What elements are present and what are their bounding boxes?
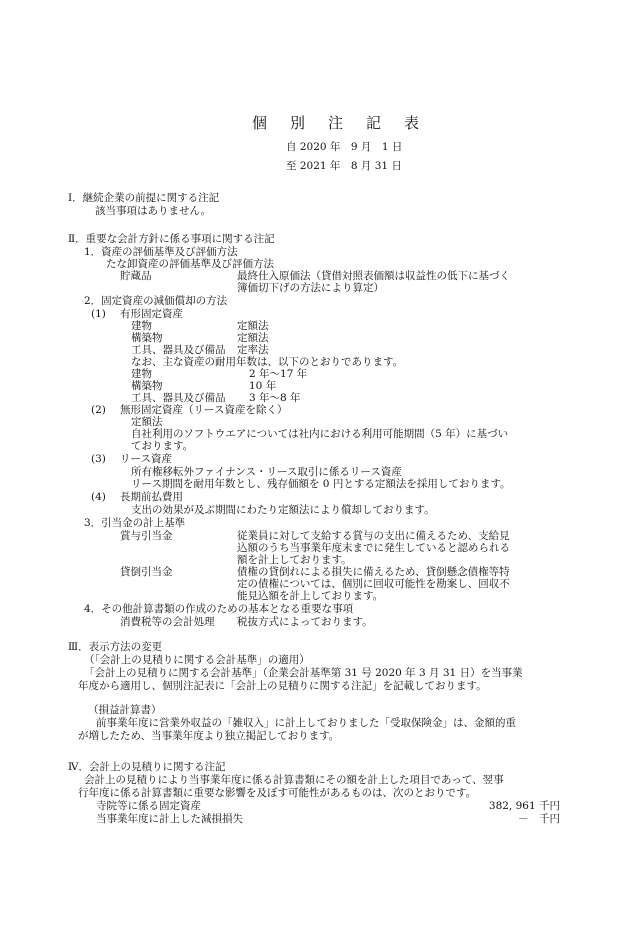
asset-building: 建物: [131, 320, 152, 332]
section-2-sub3: 3．引当金の計上基準: [84, 517, 186, 529]
section-2-sub1a: たな卸資産の評価基準及び評価方法: [106, 258, 274, 270]
tax-text: 税抜方式によっております。: [237, 616, 373, 628]
inventory-text: 最終仕入原価法（貸借対照表価額は収益性の低下に基づく: [237, 270, 510, 282]
item-number: (1): [91, 308, 106, 320]
method-tools: 定率法: [237, 344, 269, 356]
section-3-text: 年度から適用し、個別注記表に「会計上の見積りに関する注記」を記載しております。: [78, 680, 487, 692]
section-3-sub1: （「会計上の見積りに関する会計基準」の適用）: [84, 654, 310, 666]
section-4-text: 会計上の見積りにより当事業年度に係る計算書類にその額を計上した項目であって、翌事: [84, 774, 504, 786]
section-3-sub2: （損益計算書）: [88, 704, 162, 716]
period-to: 至 2021 年 8 月 31 日: [286, 160, 402, 172]
title-char: 表: [404, 114, 420, 132]
lease-text: 所有権移転外ファイナンス・リース取引に係るリース資産: [131, 466, 402, 478]
prepaid-text: 支出の効果が及ぶ期間にわたり定額法により償却しております。: [131, 504, 435, 516]
section-2-sub2: 2．固定資産の減価償却の方法: [84, 295, 228, 307]
asset-building: 建物: [131, 368, 152, 380]
title-char: 記: [366, 114, 382, 132]
bonus-reserve-text: 込額のうち当事業年度末までに発生していると認められる: [237, 542, 510, 554]
lease-assets-label: リース資産: [120, 453, 172, 465]
life-tools: 3 年～8 年: [249, 392, 301, 404]
tax-label: 消費税等の会計処理: [120, 616, 215, 628]
title-char: 注: [328, 114, 344, 132]
bonus-reserve-text: 額を計上しております。: [237, 554, 352, 566]
page-title: [252, 112, 419, 133]
title-char: 別: [290, 114, 306, 132]
section-2-sub1: 1．資産の評価基準及び評価方法: [84, 246, 238, 258]
asset-tools: 工具、器具及び備品: [131, 344, 226, 356]
intangible-method: 定額法: [131, 416, 163, 428]
section-1-body: 該当事項はありません。: [95, 205, 212, 217]
inventory-label: 貯蔵品: [120, 270, 152, 282]
section-2-sub4: 4．その他計算書類の作成のための基本となる重要な事項: [84, 603, 354, 615]
intangible-assets-label: 無形固定資産（リース資産を除く）: [120, 404, 288, 416]
bad-debt-text: 定の債権については、個別に回収可能性を勘案し、回収不: [237, 578, 510, 590]
section-4-text: 行年度に係る計算書類に重要な影響を及ぼす可能性があるものは、次のとおりです。: [78, 787, 477, 799]
section-3-text: 「会計上の見積りに関する会計基準」（企業会計基準第 31 号 2020 年 3 月 31 日）を当事業: [84, 667, 523, 679]
section-3-text: 前事業年度に営業外収益の「雑収入」に計上しておりました「受取保険金」は、金額的重: [96, 717, 516, 729]
bonus-reserve-text: 従業員に対して支給する賞与の支出に備えるため、支給見: [237, 530, 510, 542]
asset-tools: 工具、器具及び備品: [131, 392, 226, 404]
bad-debt-text: 能見込額を計上しております。: [237, 590, 384, 602]
item-number: (4): [91, 491, 106, 503]
inventory-text: 簿価切下げの方法により算定）: [237, 282, 384, 294]
section-2-heading: Ⅱ．重要な会計方針に係る事項に関する注記: [68, 233, 275, 245]
estimate-row-label: 寺院等に係る固定資産: [96, 800, 201, 812]
bad-debt-label: 貸倒引当金: [120, 566, 173, 578]
asset-structure: 構築物: [131, 332, 163, 344]
bad-debt-text: 債権の貸倒れによる損失に備えるため、貸倒懸念債権等特: [237, 566, 510, 578]
life-structure: 10 年: [249, 380, 277, 392]
item-number: (2): [91, 404, 106, 416]
bonus-reserve-label: 賞与引当金: [120, 530, 173, 542]
title-char: 個: [252, 114, 268, 132]
useful-life-note: なお、主な資産の耐用年数は、以下のとおりであります。: [131, 356, 404, 368]
section-4-heading: Ⅳ．会計上の見積りに関する注記: [68, 761, 226, 773]
section-1-heading: Ⅰ．継続企業の前提に関する注記: [68, 192, 220, 204]
lease-text: リース期間を耐用年数とし、残存価額を 0 円とする定額法を採用しております。: [131, 478, 511, 490]
section-3-text: が増したため、当事業年度より独立掲記しております。: [78, 730, 340, 742]
section-3-heading: Ⅲ．表示方法の変更: [68, 641, 163, 653]
tangible-assets-label: 有形固定資産: [120, 308, 183, 320]
asset-structure: 構築物: [131, 380, 163, 392]
estimate-row-value: 382, 961 千円: [488, 800, 560, 812]
item-number: (3): [91, 453, 106, 465]
intangible-text: ております。: [131, 440, 194, 452]
method-building: 定額法: [237, 320, 269, 332]
life-building: 2 年～17 年: [249, 368, 308, 380]
method-structure: 定額法: [237, 332, 269, 344]
period-from: 自 2020 年 9 月 1 日: [286, 141, 403, 153]
estimate-row-label: 当事業年度に計上した減損損失: [96, 813, 243, 825]
intangible-text: 自社利用のソフトウエアについては社内における利用可能期間（5 年）に基づい: [131, 428, 509, 440]
estimate-row-value: － 千円: [518, 813, 560, 825]
prepaid-label: 長期前払費用: [120, 491, 183, 503]
